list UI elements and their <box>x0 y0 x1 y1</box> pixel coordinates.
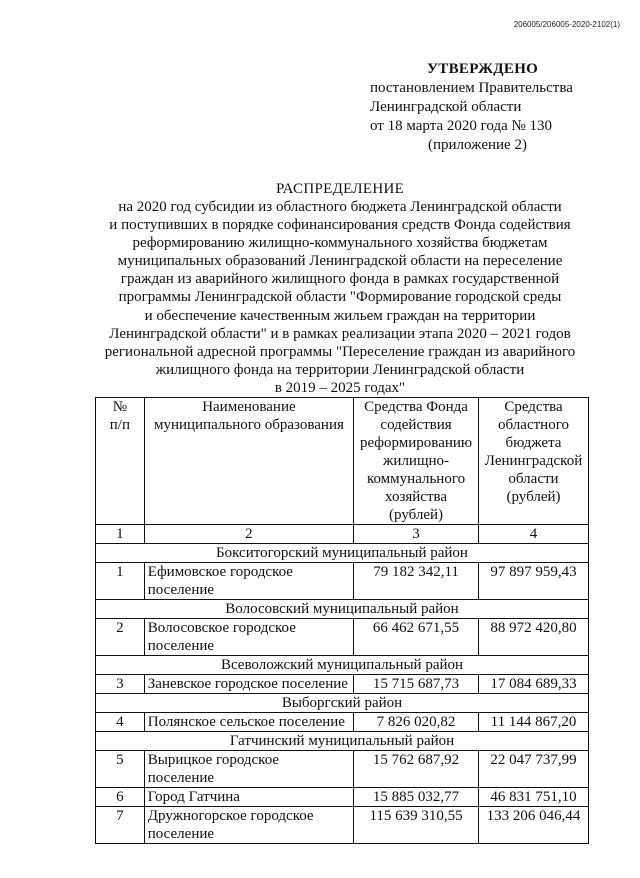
document-subtitle <box>80 198 600 397</box>
header-text: коммунального <box>366 471 466 487</box>
fund-amount: 115 639 310,55 <box>354 807 479 844</box>
header-text: № <box>112 399 128 415</box>
subtitle-line: Ленинградской области" и в рамках реализации этапа 2020 – 2021 годов <box>109 325 571 342</box>
fund-amount: 7 826 020,82 <box>354 713 479 732</box>
municipality-name <box>144 675 353 694</box>
header-text: областного <box>498 417 569 433</box>
district-name: Гатчинский муниципальный район <box>96 732 589 751</box>
subtitle-line: региональной адресной программы "Переселение граждан из аварийного <box>104 343 576 360</box>
subtitle-line: и поступивших в порядке софинансирования средств Фонда содействия <box>109 217 571 234</box>
approval-line: Ленинградской области <box>370 99 522 115</box>
municipality-name <box>144 788 353 807</box>
approval-stamp <box>370 60 573 155</box>
municipality-name-line: Дружногорское городское <box>147 808 314 824</box>
fund-amount: 15 885 032,77 <box>354 788 479 807</box>
budget-amount: 97 897 959,43 <box>479 563 589 600</box>
header-text: п/п <box>109 417 130 433</box>
header-text: хозяйства <box>385 489 448 505</box>
fund-amount: 79 182 342,11 <box>354 563 479 600</box>
district-row <box>96 656 589 675</box>
district-row <box>96 694 589 713</box>
distribution-table <box>95 397 589 844</box>
district-name: Выборгский район <box>96 694 589 713</box>
table-row <box>96 563 589 600</box>
header-text: Наименование <box>202 399 296 415</box>
subtitle-line: на 2020 год субсидии из областного бюджета Ленинградской области <box>118 199 562 215</box>
subtitle-line: реформированию жилищно-коммунального хозяйства бюджетам <box>132 235 548 252</box>
document-title: РАСПРЕДЕЛЕНИЕ <box>275 181 405 197</box>
row-number: 2 <box>96 619 145 656</box>
district-name: Всеволожский муниципальный район <box>96 656 589 675</box>
municipality-name-line: Город Гатчина <box>147 789 240 805</box>
budget-amount: 17 084 689,33 <box>479 675 589 694</box>
municipality-name-line: поселение <box>147 582 215 598</box>
municipality-name-line: поселение <box>147 638 215 654</box>
municipality-name <box>144 619 353 656</box>
municipality-name-line: Волосовское городское <box>147 620 296 636</box>
municipality-name <box>144 751 353 788</box>
table-row <box>96 807 589 844</box>
header-text: Ленинградской <box>484 453 583 469</box>
header-budget <box>479 398 589 525</box>
table-row <box>96 619 589 656</box>
row-number: 6 <box>96 788 145 807</box>
subtitle-line: муниципальных образований Ленинградской области на переселение <box>117 253 563 270</box>
column-index: 3 <box>354 525 479 544</box>
table-row <box>96 675 589 694</box>
table-body <box>96 398 589 844</box>
header-text: Средства Фонда <box>364 399 468 415</box>
budget-amount: 11 144 867,20 <box>479 713 589 732</box>
approval-heading: УТВЕРЖДЕНО <box>427 61 539 77</box>
row-number: 3 <box>96 675 145 694</box>
header-text: (рублей) <box>506 489 561 505</box>
header-text: бюджета <box>505 435 562 451</box>
header-text: содействия <box>380 417 452 433</box>
district-name: Бокситогорский муниципальный район <box>96 544 589 563</box>
header-name <box>144 398 353 525</box>
municipality-name-line: поселение <box>147 826 215 842</box>
row-number: 1 <box>96 563 145 600</box>
budget-amount: 88 972 420,80 <box>479 619 589 656</box>
budget-amount: 133 206 046,44 <box>479 807 589 844</box>
header-text: реформированию <box>359 435 473 451</box>
table-row <box>96 788 589 807</box>
row-number: 4 <box>96 713 145 732</box>
header-num <box>96 398 145 525</box>
header-text: Средства <box>504 399 563 415</box>
district-row <box>96 544 589 563</box>
column-index-row <box>96 525 589 544</box>
municipality-name-line: Вырицкое городское <box>147 752 280 768</box>
document-number: 206005/206005-2020-2102(1) <box>513 20 620 29</box>
approval-line: от 18 марта 2020 года № 130 <box>370 118 553 134</box>
district-row <box>96 600 589 619</box>
approval-appendix: (приложение 2) <box>428 137 527 153</box>
district-name: Волосовский муниципальный район <box>96 600 589 619</box>
subtitle-line: жилищного фонда на территории Ленинградской области <box>155 361 525 378</box>
budget-amount: 22 047 737,99 <box>479 751 589 788</box>
row-number: 7 <box>96 807 145 844</box>
header-text: муниципального образования <box>153 417 344 433</box>
table-row <box>96 713 589 732</box>
municipality-name <box>144 563 353 600</box>
municipality-name-line: Заневское городское поселение <box>147 676 348 692</box>
column-index: 4 <box>479 525 589 544</box>
column-index: 1 <box>96 525 145 544</box>
header-text: области <box>508 471 559 487</box>
row-number: 5 <box>96 751 145 788</box>
municipality-name <box>144 713 353 732</box>
district-row <box>96 732 589 751</box>
fund-amount: 66 462 671,55 <box>354 619 479 656</box>
subtitle-line: в 2019 – 2025 годах" <box>274 379 406 396</box>
municipality-name-line: Ефимовское городское <box>147 564 293 580</box>
fund-amount: 15 762 687,92 <box>354 751 479 788</box>
approval-line: постановлением Правительства <box>370 80 573 96</box>
municipality-name-line: Полянское сельское поселение <box>147 714 345 730</box>
subtitle-line: программы Ленинградской области "Формирование городской среды <box>118 289 562 306</box>
header-fund <box>354 398 479 525</box>
table-row <box>96 751 589 788</box>
header-text: (рублей) <box>389 507 444 523</box>
municipality-name <box>144 807 353 844</box>
fund-amount: 15 715 687,73 <box>354 675 479 694</box>
subtitle-line: и обеспечение качественным жильем граждан на территории <box>144 307 536 324</box>
municipality-name-line: поселение <box>147 770 215 786</box>
table-header-row <box>96 398 589 525</box>
subtitle-line: граждан из аварийного жилищного фонда в рамках государственной <box>120 271 560 288</box>
budget-amount: 46 831 751,10 <box>479 788 589 807</box>
header-text: жилищно- <box>383 453 450 469</box>
column-index: 2 <box>144 525 353 544</box>
